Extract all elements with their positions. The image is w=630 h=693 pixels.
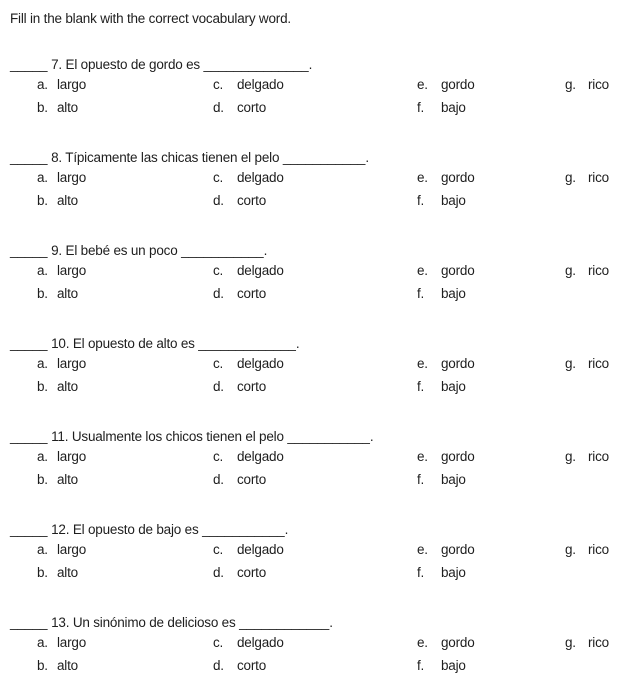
option-letter: d.: [213, 100, 224, 115]
option-row: [0, 448, 630, 471]
option-row: [0, 192, 630, 215]
option-word: bajo: [441, 379, 466, 394]
option-letter: g.: [565, 263, 576, 278]
option-row: [0, 634, 630, 657]
option-letter: b.: [37, 658, 48, 673]
option-word: rico: [588, 263, 609, 278]
option-word: corto: [237, 193, 267, 208]
option-word: rico: [588, 356, 609, 371]
option-word: delgado: [237, 542, 284, 557]
fill-blank: ______________.: [203, 57, 313, 72]
option-row: [0, 76, 630, 99]
fill-blank: _____________.: [198, 336, 300, 351]
question-line: [10, 614, 333, 631]
option-word: corto: [237, 658, 267, 673]
option-letter: f.: [417, 100, 425, 115]
option-bank: [0, 262, 630, 308]
option-word: bajo: [441, 100, 466, 115]
question-prompt: Un sinónimo de delicioso es: [72, 615, 236, 630]
option-letter: a.: [37, 77, 48, 92]
option-letter: b.: [37, 472, 48, 487]
option-letter: c.: [213, 170, 224, 185]
question-prompt: El opuesto de alto es: [72, 336, 195, 351]
option-row: [0, 564, 630, 587]
option-word: corto: [237, 286, 267, 301]
option-letter: d.: [213, 658, 224, 673]
option-letter: d.: [213, 379, 224, 394]
option-letter: f.: [417, 286, 425, 301]
question-block: [0, 614, 630, 693]
option-bank: [0, 169, 630, 215]
option-word: bajo: [441, 286, 466, 301]
option-letter: b.: [37, 286, 48, 301]
option-word: delgado: [237, 356, 284, 371]
question-block: [0, 335, 630, 428]
option-letter: a.: [37, 449, 48, 464]
option-word: bajo: [441, 472, 466, 487]
option-word: delgado: [237, 449, 284, 464]
question-prompt: El opuesto de gordo es: [65, 57, 200, 72]
option-letter: e.: [417, 77, 428, 92]
option-letter: c.: [213, 77, 224, 92]
question-line: [10, 242, 267, 259]
option-letter: g.: [565, 542, 576, 557]
option-word: rico: [588, 542, 609, 557]
option-letter: b.: [37, 379, 48, 394]
option-letter: e.: [417, 263, 428, 278]
option-word: largo: [57, 170, 87, 185]
question-prompt: Usualmente los chicos tienen el pelo: [71, 429, 284, 444]
option-word: corto: [237, 472, 267, 487]
question-number: 12.: [51, 522, 70, 537]
option-letter: e.: [417, 635, 428, 650]
answer-blank: _____: [10, 57, 48, 72]
option-word: corto: [237, 565, 267, 580]
answer-blank: _____: [10, 150, 48, 165]
question-line: [10, 149, 369, 166]
option-word: largo: [57, 635, 87, 650]
question-line: [10, 428, 374, 445]
option-word: largo: [57, 77, 87, 92]
option-bank: [0, 76, 630, 122]
option-word: alto: [57, 100, 78, 115]
question-number: 8.: [51, 150, 62, 165]
option-word: gordo: [441, 356, 475, 371]
option-word: bajo: [441, 658, 466, 673]
option-word: gordo: [441, 449, 475, 464]
option-letter: c.: [213, 356, 224, 371]
option-letter: c.: [213, 635, 224, 650]
question-line: [10, 521, 288, 538]
option-letter: c.: [213, 263, 224, 278]
question-block: [0, 521, 630, 614]
option-letter: f.: [417, 193, 425, 208]
option-word: alto: [57, 565, 78, 580]
option-word: alto: [57, 193, 78, 208]
option-word: largo: [57, 356, 87, 371]
option-letter: b.: [37, 193, 48, 208]
option-word: bajo: [441, 565, 466, 580]
option-word: corto: [237, 379, 267, 394]
question-block: [0, 56, 630, 149]
option-letter: g.: [565, 356, 576, 371]
answer-blank: _____: [10, 429, 48, 444]
fill-blank: ____________.: [239, 615, 333, 630]
question-prompt: El opuesto de bajo es: [72, 522, 199, 537]
option-word: alto: [57, 379, 78, 394]
option-word: alto: [57, 286, 78, 301]
option-letter: c.: [213, 449, 224, 464]
option-letter: f.: [417, 658, 425, 673]
option-word: rico: [588, 77, 609, 92]
option-letter: a.: [37, 170, 48, 185]
option-word: gordo: [441, 635, 475, 650]
option-word: corto: [237, 100, 267, 115]
question-number: 11.: [51, 429, 69, 444]
option-bank: [0, 355, 630, 401]
option-letter: a.: [37, 542, 48, 557]
option-letter: c.: [213, 542, 224, 557]
option-letter: d.: [213, 565, 224, 580]
option-word: gordo: [441, 170, 475, 185]
answer-blank: _____: [10, 522, 48, 537]
option-row: [0, 541, 630, 564]
option-letter: e.: [417, 356, 428, 371]
option-word: delgado: [237, 263, 284, 278]
option-row: [0, 285, 630, 308]
fill-blank: ___________.: [202, 522, 289, 537]
question-block: [0, 428, 630, 521]
option-row: [0, 471, 630, 494]
answer-blank: _____: [10, 243, 48, 258]
option-word: gordo: [441, 542, 475, 557]
option-word: largo: [57, 449, 87, 464]
option-row: [0, 169, 630, 192]
option-letter: a.: [37, 263, 48, 278]
fill-blank: ___________.: [282, 150, 370, 165]
option-letter: b.: [37, 100, 48, 115]
option-letter: d.: [213, 472, 224, 487]
option-row: [0, 378, 630, 401]
option-letter: e.: [417, 170, 428, 185]
option-word: largo: [57, 542, 87, 557]
question-line: [10, 335, 300, 352]
fill-blank: ___________.: [181, 243, 268, 258]
option-word: gordo: [441, 263, 475, 278]
question-line: [10, 56, 312, 73]
option-letter: g.: [565, 635, 576, 650]
fill-blank: ___________.: [287, 429, 374, 444]
question-number: 9.: [51, 243, 62, 258]
option-word: delgado: [237, 77, 284, 92]
option-letter: f.: [417, 379, 425, 394]
question-block: [0, 242, 630, 335]
option-row: [0, 355, 630, 378]
question-prompt: Típicamente las chicas tienen el pelo: [65, 150, 280, 165]
answer-blank: _____: [10, 615, 48, 630]
option-letter: g.: [565, 77, 576, 92]
option-bank: [0, 448, 630, 494]
question-number: 7.: [51, 57, 62, 72]
question-prompt: El bebé es un poco: [65, 243, 178, 258]
option-letter: f.: [417, 565, 425, 580]
option-letter: g.: [565, 170, 576, 185]
option-word: rico: [588, 170, 609, 185]
option-word: rico: [588, 449, 609, 464]
option-word: gordo: [441, 77, 475, 92]
option-letter: a.: [37, 635, 48, 650]
option-row: [0, 657, 630, 680]
option-row: [0, 99, 630, 122]
option-bank: [0, 541, 630, 587]
option-letter: f.: [417, 472, 425, 487]
option-letter: d.: [213, 193, 224, 208]
option-letter: b.: [37, 565, 48, 580]
option-word: delgado: [237, 170, 284, 185]
instruction-text: Fill in the blank with the correct vocabulary word.: [10, 11, 291, 26]
option-word: delgado: [237, 635, 284, 650]
option-word: rico: [588, 635, 609, 650]
answer-blank: _____: [10, 336, 48, 351]
question-block: [0, 149, 630, 242]
option-bank: [0, 634, 630, 680]
option-letter: a.: [37, 356, 48, 371]
option-row: [0, 262, 630, 285]
option-letter: d.: [213, 286, 224, 301]
option-word: alto: [57, 472, 78, 487]
option-word: alto: [57, 658, 78, 673]
question-number: 10.: [51, 336, 70, 351]
option-letter: e.: [417, 449, 428, 464]
option-letter: g.: [565, 449, 576, 464]
option-letter: e.: [417, 542, 428, 557]
question-number: 13.: [51, 615, 70, 630]
option-word: bajo: [441, 193, 466, 208]
option-word: largo: [57, 263, 87, 278]
